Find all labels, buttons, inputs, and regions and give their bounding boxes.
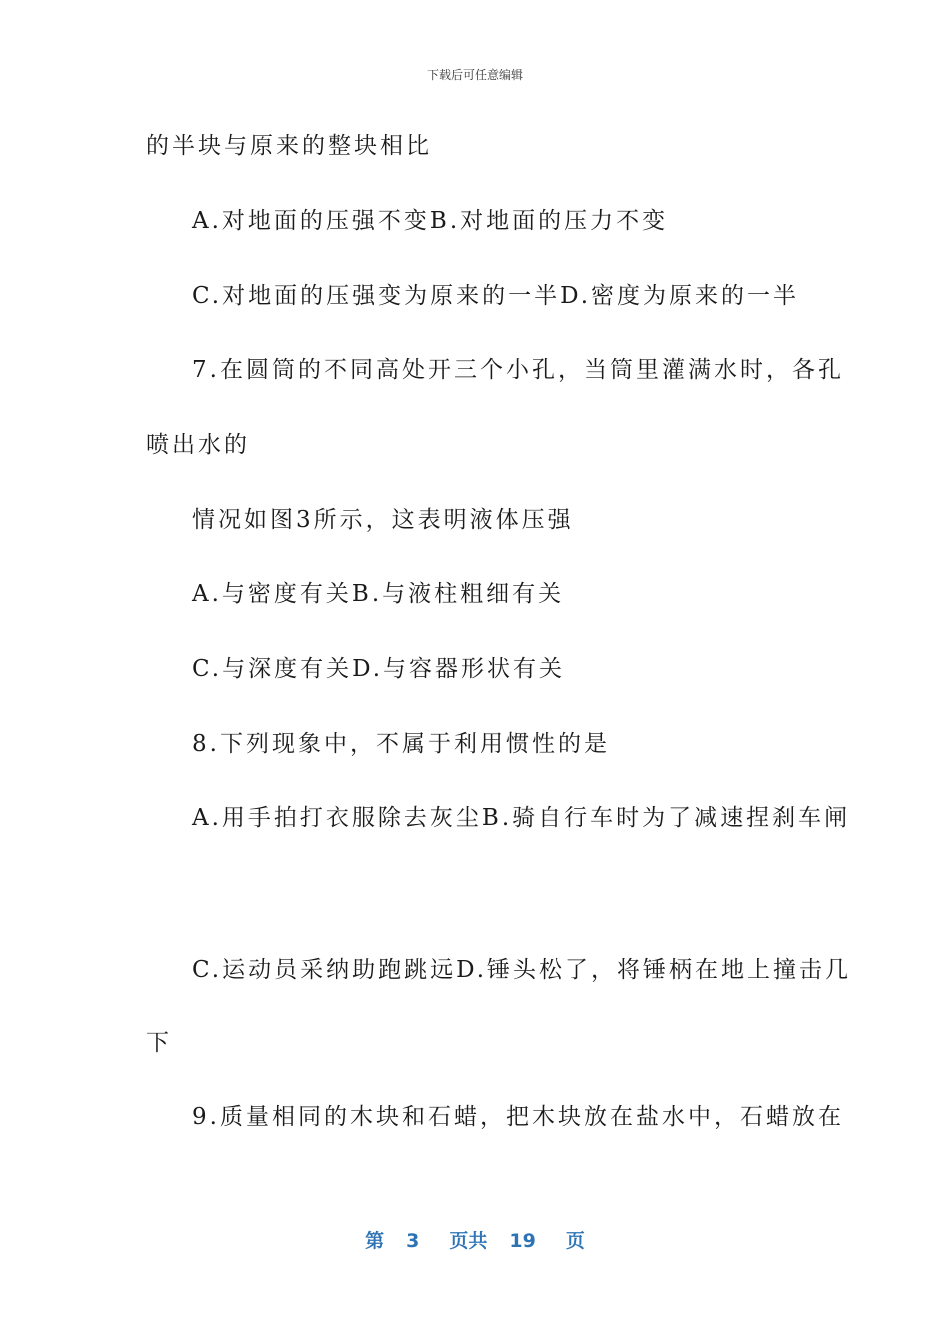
text-line-4: 7.在圆筒的不同高处开三个小孔，当筒里灌满水时，各孔	[192, 357, 844, 383]
page-header: 下载后可任意编辑	[426, 68, 523, 82]
page-footer	[0, 1226, 950, 1253]
text-line-11: C.运动员采纳助跑跳远D.锤头松了，将锤柄在地上撞击几	[192, 957, 852, 983]
footer-label-end: 页	[565, 1230, 585, 1252]
footer-current-page: 3	[406, 1230, 420, 1252]
text-line-8: C.与深度有关D.与容器形状有关	[192, 656, 566, 682]
text-line-12: 下	[146, 1030, 172, 1056]
footer-label-of: 页共	[449, 1230, 488, 1252]
text-line-2: A.对地面的压强不变B.对地面的压力不变	[192, 208, 669, 234]
footer-total-pages: 19	[509, 1230, 536, 1252]
text-line-9: 8.下列现象中，不属于利用惯性的是	[192, 731, 610, 757]
text-line-7: A.与密度有关B.与液柱粗细有关	[192, 581, 565, 607]
text-line-6: 情况如图3所示，这表明液体压强	[192, 507, 574, 533]
text-line-5: 喷出水的	[146, 432, 250, 458]
text-line-3: C.对地面的压强变为原来的一半D.密度为原来的一半	[192, 283, 800, 309]
footer-label-page: 第	[365, 1230, 385, 1252]
text-line-13: 9.质量相同的木块和石蜡，把木块放在盐水中，石蜡放在	[192, 1104, 844, 1130]
text-line-10: A.用手拍打衣服除去灰尘B.骑自行车时为了减速捏刹车闸	[192, 805, 851, 831]
text-line-1: 的半块与原来的整块相比	[146, 133, 432, 159]
